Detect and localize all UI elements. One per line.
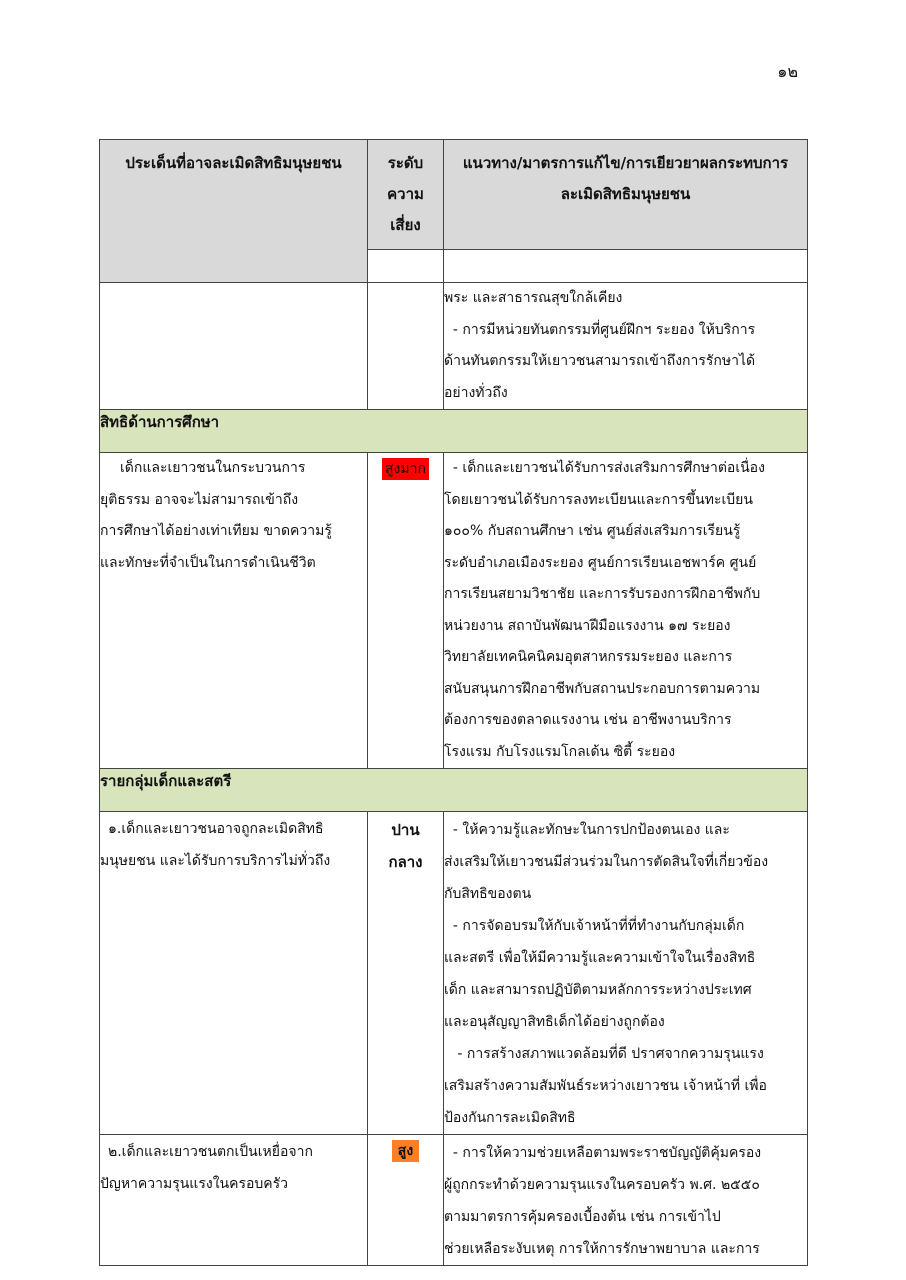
measures-cell: - การให้ความช่วยเหลือตามพระราชบัญญัติคุ้มครอง ผู้ถูกกระทำด้วยความรุนแรงในครอบครัว พ.ศ. ๒๕๕๐ ตามมาตรการคุ้มครองเบื้องต้น เช่น การเข้าไป ช่วยเหลือระงับเหตุ การให้การรักษาพยาบาล และการ (444, 1135, 808, 1266)
risk-badge-high: สูง (392, 1140, 419, 1162)
header-measures (444, 140, 808, 250)
education-row (100, 453, 808, 769)
section-title: สิทธิด้านการศึกษา (100, 410, 808, 453)
human-rights-risk-table (99, 139, 808, 1266)
measures-cell: - เด็กและเยาวชนได้รับการส่งเสริมการศึกษาต่อเนื่อง โดยเยาวชนได้รับการลงทะเบียนและการขึ้นทะเบียน ๑๐๐% กับสถานศึกษา เช่น ศูนย์ส่งเสริมการเรียนรู้ ระดับอำเภอเมืองระยอง ศูนย์การเรียนเอชพาร์ค ศูนย์ การเรียนสยามวิชาชัย และการรับรองการฝึกอาชีพกับ หน่วยงาน สถาบันพัฒนาฝีมือแรงงาน ๑๗ ระยอง วิทยาลัยเทคนิคนิคมอุตสาหกรรมระยอง และการ สนับสนุนการฝึกอาชีพกับสถานประกอบการตามความ ต้องการของตลาดแรงงาน เช่น อาชีพงานบริการ โรงแรม กับโรงแรมโกลเด้น ซิตี้ ระยอง (444, 453, 808, 769)
section-title: รายกลุ่มเด็กและสตรี (100, 769, 808, 812)
header-risk-line: ความ (387, 185, 424, 203)
header-measures-line: ละเมิดสิทธิมนุษยชน (560, 185, 691, 203)
header-issue: ประเด็นที่อาจละเมิดสิทธิมนุษยชน (100, 140, 368, 283)
risk-badge-very-high: สูงมาก (382, 458, 429, 480)
risk-cell (368, 453, 444, 769)
empty-cell (100, 283, 368, 410)
table-header-row (100, 140, 808, 250)
issue-cell: ๒.เด็กและเยาวชนตกเป็นเหยื่อจาก ปัญหาความรุนแรงในครอบครัว (100, 1135, 368, 1266)
issue-cell: ๑.เด็กและเยาวชนอาจถูกละเมิดสิทธิ มนุษยชน และได้รับการบริการไม่ทั่วถึง (100, 812, 368, 1135)
header-risk-level (368, 140, 444, 250)
section-children-row (100, 769, 808, 812)
empty-cell (368, 250, 444, 283)
risk-cell-medium: ปาน กลาง (368, 812, 444, 1135)
children-row-1 (100, 812, 808, 1135)
continuation-measures: พระ และสาธารณสุขใกล้เคียง - การมีหน่วยทันตกรรมที่ศูนย์ฝึกฯ ระยอง ให้บริการ ด้านทันตกรรมให้เยาวชนสามารถเข้าถึงการรักษาได้ อย่างทั่วถึง (444, 283, 808, 410)
risk-cell (368, 1135, 444, 1266)
issue-cell: เด็กและเยาวชนในกระบวนการ ยุติธรรม อาจจะไม่สามารถเข้าถึง การศึกษาได้อย่างเท่าเทียม ขาดความรู้ และทักษะที่จำเป็นในการดำเนินชีวิต (100, 453, 368, 769)
section-education-row (100, 410, 808, 453)
header-risk-line: ระดับ (387, 154, 424, 172)
page-number: ๑๒ (777, 62, 798, 81)
empty-cell (368, 283, 444, 410)
measures-cell: - ให้ความรู้และทักษะในการปกป้องตนเอง และ ส่งเสริมให้เยาวชนมีส่วนร่วมในการตัดสินใจที่เกี่ยวข้อง กับสิทธิของตน - การจัดอบรมให้กับเจ้าหน้าที่ที่ทำงานกับกลุ่มเด็ก และสตรี เพื่อให้มีความรู้และความเข้าใจในเรื่องสิทธิ เด็ก และสามารถปฏิบัติตามหลักการระหว่างประเทศ และอนุสัญญาสิทธิเด็กได้อย่างถูกต้อง - การสร้างสภาพแวดล้อมที่ดี ปราศจากความรุนแรง เสริมสร้างความสัมพันธ์ระหว่างเยาวชน เจ้าหน้าที่ เพื่อ ป้องกันการละเมิดสิทธิ (444, 812, 808, 1135)
children-row-2 (100, 1135, 808, 1266)
header-risk-line: เสี่ยง (390, 216, 421, 234)
continuation-row (100, 283, 808, 410)
header-measures-line: แนวทาง/มาตรการแก้ไข/การเยียวยาผลกระทบการ (462, 154, 789, 172)
empty-cell (444, 250, 808, 283)
